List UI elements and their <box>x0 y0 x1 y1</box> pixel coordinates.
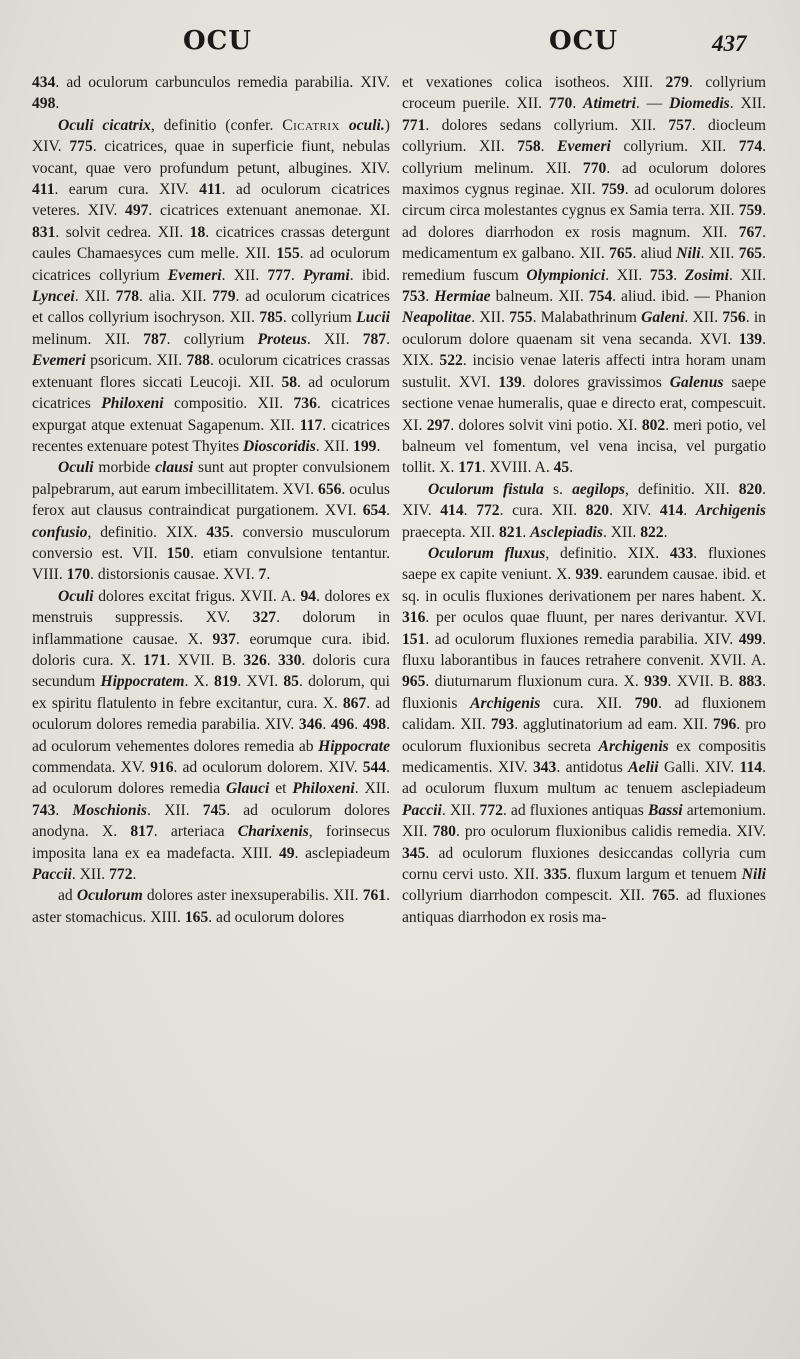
entry-text: . ad oculorum dolores anodyna. X. <box>32 801 390 841</box>
entry-text: . ad oculorum dolores <box>208 908 345 926</box>
entry-text: . <box>55 801 73 819</box>
italic-term: Neapolitae <box>402 309 472 327</box>
volume-page-ref: 139 <box>498 373 522 391</box>
entry-text: . XII. <box>221 266 268 284</box>
volume-page-ref: 498 <box>362 716 387 734</box>
volume-page-ref: 7 <box>258 566 267 584</box>
volume-page-ref: 796 <box>712 716 737 734</box>
entry-text: . cicatrices crassas detergunt caules Chamaesyces cum melle. XII. <box>32 223 390 263</box>
entry-text: . XIV. <box>609 502 660 520</box>
entry-text: . XII. <box>147 801 203 819</box>
italic-term: Evemeri <box>32 352 86 370</box>
italic-term: Paccii <box>32 866 72 884</box>
italic-term: Oculi <box>58 459 94 477</box>
index-entry <box>32 457 390 585</box>
italic-term: Charixenis <box>237 823 309 841</box>
italic-term: Oculi <box>58 587 94 605</box>
entry-text: artemonium. XII. <box>402 801 766 841</box>
volume-page-ref: 759 <box>738 202 763 220</box>
entry-text: psoricum. XII. <box>85 352 187 370</box>
volume-page-ref: 937 <box>212 630 236 648</box>
volume-page-ref: 18 <box>189 223 206 241</box>
volume-page-ref: 171 <box>143 651 167 669</box>
entry-text: . cicatrices, quae in superficie fiunt, nebulas vocant, quae vero profundum petunt, albugines. XIV. <box>32 138 390 177</box>
entry-text: . fluxiones saepe ex capite veniunt. X. <box>402 544 766 584</box>
entry-text: . remedium fuscum <box>402 245 766 284</box>
volume-page-ref: 787 <box>362 330 387 348</box>
volume-page-ref: 411 <box>199 181 222 199</box>
volume-page-ref: 820 <box>585 502 610 520</box>
volume-page-ref: 297 <box>426 416 451 434</box>
entry-text: . dolores gravissimos <box>521 373 670 391</box>
entry-text: . doloris cura secundum <box>32 651 390 691</box>
volume-page-ref: 522 <box>439 352 463 370</box>
entry-text: . collyrium <box>166 330 258 348</box>
entry-text <box>340 117 349 134</box>
entry-text: . <box>266 651 278 669</box>
entry-text: . fluxum largum et tenuem <box>567 866 742 884</box>
volume-page-ref: 414 <box>440 502 464 520</box>
italic-term: Nili <box>676 245 701 263</box>
entry-text: . in oculorum dolore quaenam sit vena secanda. XVI. <box>402 309 766 348</box>
volume-page-ref: 772 <box>109 866 133 884</box>
italic-term: Nili <box>741 866 766 884</box>
entry-text: . ad oculorum cicatrices <box>32 373 390 413</box>
entry-text: melinum. XII. <box>32 330 144 348</box>
volume-page-ref: 335 <box>543 866 568 884</box>
volume-page-ref: 758 <box>517 138 541 156</box>
italic-term: Philoxeni <box>101 395 164 413</box>
entry-text: . ad oculorum fluxiones desiccandas collyria cum cornu cervi usto. XII. <box>402 844 766 884</box>
volume-page-ref: 171 <box>458 459 482 477</box>
volume-page-ref: 114 <box>739 759 763 776</box>
entry-text: . XIV. <box>402 480 767 520</box>
entry-text: , definitio. XIX. <box>87 523 207 541</box>
volume-page-ref: 820 <box>738 480 763 498</box>
entry-text: . XII. <box>306 330 363 348</box>
entry-text: . cicatrices extenuant anemonae. XI. <box>148 202 390 220</box>
entry-text: . ad fluxiones antiquas diarrhodon ex rosis ma- <box>402 887 766 926</box>
volume-page-ref: 831 <box>32 223 56 241</box>
entry-text: saepe sectione venae humeralis, quae e directo erat, compescuit. XI. <box>402 373 766 434</box>
volume-page-ref: 346 <box>298 716 323 734</box>
entry-text: . ibid. <box>349 266 391 284</box>
volume-page-ref: 779 <box>212 288 236 306</box>
entry-text: et <box>269 780 293 798</box>
volume-page-ref: 435 <box>206 523 230 541</box>
volume-page-ref: 165 <box>184 908 209 926</box>
volume-page-ref: 765 <box>651 887 676 905</box>
volume-page-ref: 753 <box>402 288 426 306</box>
italic-term: Bassi <box>647 801 683 819</box>
volume-page-ref: 771 <box>402 116 426 134</box>
volume-page-ref: 770 <box>582 159 607 177</box>
entry-text: . <box>290 266 303 284</box>
italic-term: Lyncei <box>32 288 75 306</box>
entry-text: . XVI. <box>237 673 284 691</box>
index-entry <box>32 885 390 928</box>
entry-text: . XII. <box>728 266 767 284</box>
volume-page-ref: 755 <box>509 309 533 327</box>
entry-text: compositio. XII. <box>163 395 294 413</box>
volume-page-ref: 965 <box>402 673 426 691</box>
entry-text: . <box>386 330 390 348</box>
italic-term: Evemeri <box>167 266 222 284</box>
volume-page-ref: 170 <box>66 566 91 584</box>
volume-page-ref: 793 <box>490 716 515 734</box>
entry-text: . cura. XII. <box>499 502 586 520</box>
volume-page-ref: 85 <box>283 673 299 691</box>
entry-text: . eorumque cura. ibid. doloris cura. X. <box>32 630 390 669</box>
volume-page-ref: 49 <box>278 844 295 862</box>
italic-term: Philoxeni <box>292 780 355 798</box>
italic-term: Oculorum <box>76 887 143 905</box>
italic-term: Archigenis <box>695 502 766 520</box>
entry-text: . <box>386 502 390 520</box>
italic-term: Archigenis <box>470 694 541 712</box>
entry-text: . diocleum collyrium. XII. <box>402 116 766 156</box>
italic-term: Oculi cicatrix <box>58 116 151 134</box>
volume-page-ref: 754 <box>588 288 613 306</box>
volume-page-ref: 745 <box>202 801 227 819</box>
entry-text: . XII. <box>315 437 354 455</box>
volume-page-ref: 434 <box>32 74 56 91</box>
entry-text: . XII. <box>441 801 480 819</box>
italic-term: Diomedis <box>669 95 730 113</box>
volume-page-ref: 343 <box>532 759 557 776</box>
entry-text: . incisio venae lateris affecti intra horam unam sustulit. XVI. <box>402 352 766 391</box>
cross-reference: Cicatrix <box>282 116 340 134</box>
volume-page-ref: 785 <box>259 309 283 327</box>
index-entry <box>32 586 390 886</box>
left-column <box>32 72 390 928</box>
entry-text: . cicatrices recentes extenuare potest Thyites <box>32 416 390 455</box>
entry-text: ad <box>58 887 77 905</box>
entry-text: . ad oculorum dolores circum circa molestantes cygnus ex Samia terra. XII. <box>402 181 766 220</box>
entry-text: . ad dolores diarrhodon ex rosis magnum. XII. <box>402 202 766 241</box>
entry-text: . solvit cedrea. XII. <box>55 223 190 241</box>
entry-text: . XII. <box>471 309 510 327</box>
volume-page-ref: 326 <box>243 651 267 669</box>
index-entry <box>402 72 766 479</box>
italic-term: Atimetri <box>583 95 636 113</box>
italic-term: Lucii <box>356 309 390 327</box>
entry-text: commendata. XV. <box>32 759 151 776</box>
entry-text: . XII. <box>700 245 739 263</box>
volume-page-ref: 316 <box>402 609 426 627</box>
entry-text: . ad oculorum fluxum multum ac tenuem asclepiadeum <box>402 759 766 798</box>
italic-term: Paccii <box>402 801 442 819</box>
volume-page-ref: 757 <box>668 116 692 134</box>
volume-page-ref: 497 <box>125 202 149 220</box>
volume-page-ref: 939 <box>644 673 668 691</box>
entry-text: . dolores solvit vini potio. XI. <box>450 416 642 434</box>
entry-text: . XII. <box>729 95 766 113</box>
entry-text: . dolorum, qui ex spiritu flatulento in febre excitantur, cura. X. <box>32 673 390 712</box>
entry-text: . <box>673 266 685 284</box>
italic-term: Proteus <box>257 330 307 348</box>
italic-term: Hermiae <box>434 288 491 306</box>
italic-term: aegilops <box>572 480 625 498</box>
entry-text: . XII. <box>74 288 116 306</box>
entry-text: . dolores sedans collyrium. XII. <box>425 116 669 134</box>
entry-text: . <box>569 459 574 477</box>
entry-text: . ad oculorum dolores maximos cygnus reginae. XII. <box>402 159 766 199</box>
entry-text: . XIX. <box>402 330 766 370</box>
entry-text: . XII. <box>354 780 390 798</box>
entry-text: . pro oculorum fluxionibus secreta <box>402 716 766 755</box>
entry-text: . aliud. ibid. — Phanion <box>612 288 767 306</box>
volume-page-ref: 780 <box>432 823 456 841</box>
volume-page-ref: 544 <box>362 759 387 776</box>
page-number: 437 <box>712 31 747 56</box>
entry-text: . ad oculorum cicatrices veteres. XIV. <box>32 181 390 220</box>
entry-text: . ad oculorum cicatrices collyrium <box>32 245 390 284</box>
right-column <box>402 72 766 928</box>
italic-term: Dioscoridis <box>243 437 316 455</box>
entry-text: . earum cura. XIV. <box>54 181 200 199</box>
entry-text: collyrium. XII. <box>610 138 739 156</box>
entry-text: . collyrium <box>282 309 357 327</box>
volume-page-ref: 822 <box>640 523 664 541</box>
index-entry <box>32 72 390 115</box>
italic-term: Pyrami <box>302 266 350 284</box>
entry-text: . <box>663 523 668 541</box>
index-entry <box>402 479 766 543</box>
entry-text: . pro oculorum fluxionibus calidis remedia. XIV. <box>455 823 766 841</box>
index-entry <box>32 115 390 458</box>
volume-page-ref: 345 <box>402 844 426 862</box>
entry-text: balneum. XII. <box>490 288 589 306</box>
volume-page-ref: 199 <box>353 437 377 455</box>
italic-term: Hippocrate <box>318 737 390 755</box>
volume-page-ref: 736 <box>293 395 317 413</box>
italic-term: clausi <box>155 459 194 477</box>
entry-text: . collyrium croceum puerile. XII. <box>402 74 766 113</box>
volume-page-ref: 414 <box>659 502 684 520</box>
italic-term: Archigenis <box>598 737 669 755</box>
italic-term: Glauci <box>226 780 270 798</box>
volume-page-ref: 770 <box>548 95 573 113</box>
entry-text: dolores excitat frigus. XVII. A. <box>93 587 301 605</box>
index-entry <box>402 543 766 928</box>
entry-text: . <box>354 716 363 734</box>
entry-text: . XVII. B. <box>166 651 244 669</box>
entry-text: . <box>572 95 584 113</box>
volume-page-ref: 765 <box>738 245 763 263</box>
entry-text: . etiam convulsione tentantur. VIII. <box>32 544 390 584</box>
volume-page-ref: 151 <box>402 630 426 648</box>
volume-page-ref: 327 <box>252 609 277 627</box>
entry-text: . XVII. B. <box>667 673 739 691</box>
entry-text: , definitio. XII. <box>624 480 739 498</box>
volume-page-ref: 817 <box>130 823 154 841</box>
italic-term: Hippocratem <box>100 673 185 691</box>
entry-text: . <box>683 502 696 520</box>
entry-text: . arteriaca <box>153 823 238 841</box>
volume-page-ref: 775 <box>69 138 93 156</box>
volume-page-ref: 756 <box>722 309 746 327</box>
volume-page-ref: 45 <box>553 459 570 477</box>
entry-text: . asclepiadeum <box>294 844 390 862</box>
volume-page-ref: 411 <box>32 181 55 199</box>
italic-term: oculi. <box>348 116 385 134</box>
volume-page-ref: 117 <box>299 416 323 434</box>
entry-text: . dolores ex menstruis suppressis. XV. <box>32 587 390 627</box>
entry-text: praecepta. XII. <box>402 523 499 541</box>
volume-page-ref: 774 <box>738 138 763 156</box>
volume-page-ref: 778 <box>115 288 140 306</box>
entry-text: . meri potio, vel balneum vel fomentum, vel vena incisa, vel purgatio tollit. X. <box>402 416 766 477</box>
entry-text: . cicatrices expurgat atque extenuat Sagapenum. XII. <box>32 395 390 434</box>
entry-text: collyrium diarrhodon compescit. XII. <box>402 887 652 905</box>
entry-text: . agglutinatorium ad eam. XII. <box>514 716 713 734</box>
volume-page-ref: 765 <box>609 245 633 263</box>
volume-page-ref: 939 <box>575 566 599 584</box>
entry-text: Galli. XIV. <box>658 759 740 776</box>
italic-term: Zosimi <box>684 266 729 284</box>
volume-page-ref: 94 <box>300 587 317 605</box>
volume-page-ref: 654 <box>362 502 387 520</box>
italic-term: Galeni <box>641 309 685 327</box>
volume-page-ref: 883 <box>738 673 763 691</box>
entry-text: . <box>266 566 271 584</box>
entry-text: . XII. <box>71 866 110 884</box>
volume-page-ref: 155 <box>276 245 300 263</box>
volume-page-ref: 772 <box>479 801 503 819</box>
entry-text: . <box>522 523 531 541</box>
entry-text: . XII. <box>684 309 723 327</box>
entry-text: . ad oculorum dolores remedia parabilia. XIV. <box>32 694 390 734</box>
entry-text: . dolorum in inflammatione causae. X. <box>32 609 390 648</box>
entry-text: . <box>425 288 435 306</box>
entry-text: . ad fluxionem calidam. XII. <box>402 694 766 734</box>
entry-text: sunt aut propter convulsionem palpebrarum, aut earum imbecillitatem. XVI. <box>32 459 391 498</box>
entry-text: . ad oculorum vehementes dolores remedia ab <box>32 716 390 755</box>
entry-text: . earundem causae. ibid. et sq. in oculis fluxiones derivationem per nares habent. X. <box>402 566 766 605</box>
entry-text: . Malabathrinum <box>532 309 642 327</box>
volume-page-ref: 916 <box>150 759 174 776</box>
entry-text: . distorsionis causae. XVI. <box>90 566 259 584</box>
volume-page-ref: 790 <box>634 694 658 712</box>
volume-page-ref: 496 <box>330 716 355 734</box>
entry-text: . ad oculorum carbunculos remedia parabilia. XIV. <box>55 74 390 91</box>
left-running-headword: OCU <box>183 26 253 56</box>
volume-page-ref: 787 <box>143 330 167 348</box>
italic-term: confusio <box>32 523 88 541</box>
entry-text: , forinsecus imposita lana ex ea madefacta. XIII. <box>32 823 391 862</box>
entry-text: . <box>55 95 60 113</box>
entry-text: ) XIV. <box>32 116 390 156</box>
entry-text: . ad oculorum cicatrices et callos collyrium isochryson. XII. <box>32 288 390 327</box>
entry-text: . alia. XII. <box>139 288 213 306</box>
volume-page-ref: 433 <box>669 544 694 562</box>
entry-text: . collyrium melinum. XII. <box>402 138 767 177</box>
entry-text: . fluxionis <box>402 673 766 712</box>
volume-page-ref: 767 <box>738 223 763 241</box>
entry-text: . <box>376 437 381 455</box>
entry-text: , definitio. XIX. <box>545 544 670 562</box>
entry-text: . <box>463 502 477 520</box>
entry-text: . conversio musculorum conversio est. VII. <box>32 523 390 562</box>
running-header <box>0 22 800 62</box>
italic-term: Oculorum fluxus <box>428 544 546 562</box>
entry-text: . XVIII. A. <box>481 459 554 477</box>
volume-page-ref: 139 <box>738 330 763 348</box>
entry-text: . ad oculorum dolorem. XIV. <box>173 759 363 776</box>
right-running-headword: OCU <box>549 26 619 56</box>
entry-text: . XII. <box>602 523 641 541</box>
entry-text: et vexationes colica isotheos. XIII. <box>402 74 666 91</box>
volume-page-ref: 788 <box>186 352 210 370</box>
italic-term: Moschionis <box>72 801 147 819</box>
volume-page-ref: 499 <box>738 630 763 648</box>
entry-text: . medicamentum ex galbano. XII. <box>402 223 766 263</box>
entry-text: . <box>322 716 331 734</box>
italic-term: Galenus <box>669 373 724 391</box>
entry-text: dolores aster inexsuperabilis. XII. <box>142 887 363 905</box>
volume-page-ref: 761 <box>362 887 387 905</box>
entry-text: . oculus ferox aut clausus contraindicat purgationem. XVI. <box>32 480 390 520</box>
volume-page-ref: 821 <box>498 523 523 541</box>
entry-text: . oculorum cicatrices crassas extenuant flores siccati Leucoji. XII. <box>32 352 390 391</box>
volume-page-ref: 58 <box>281 373 298 391</box>
entry-text: . — <box>635 95 670 113</box>
entry-text: cura. XII. <box>540 694 635 712</box>
volume-page-ref: 777 <box>267 266 291 284</box>
italic-term: Aelii <box>628 759 659 776</box>
volume-page-ref: 279 <box>665 74 689 91</box>
entry-text: . ad fluxiones antiquas <box>502 801 648 819</box>
entry-text: . ad oculorum dolores remedia <box>32 759 391 798</box>
volume-page-ref: 150 <box>166 544 191 562</box>
volume-page-ref: 743 <box>32 801 56 819</box>
volume-page-ref: 867 <box>342 694 367 712</box>
volume-page-ref: 819 <box>214 673 238 691</box>
entry-text: . antidotus <box>556 759 629 776</box>
volume-page-ref: 802 <box>641 416 666 434</box>
entry-text: . diuturnarum fluxionum cura. X. <box>425 673 645 691</box>
entry-text: . XII. <box>605 266 650 284</box>
volume-page-ref: 753 <box>649 266 674 284</box>
volume-page-ref: 330 <box>277 651 302 669</box>
volume-page-ref: 656 <box>318 480 342 498</box>
entry-text: . X. <box>184 673 215 691</box>
entry-text: . ad oculorum fluxiones remedia parabilia. XIV. <box>425 630 739 648</box>
italic-term: Olympionici <box>526 266 606 284</box>
italic-term: Oculorum fistula <box>428 480 544 498</box>
entry-text: . per oculos quae fluunt, per nares derivantur. XVI. <box>425 609 766 627</box>
italic-term: Asclepiadis <box>530 523 603 541</box>
entry-text: . fluxu laborantibus in fauces retrahere convenit. XVII. A. <box>402 630 766 669</box>
entry-text: . aster stomachicus. XIII. <box>32 887 390 926</box>
entry-text: . aliud <box>632 245 677 263</box>
volume-page-ref: 759 <box>601 181 625 199</box>
entry-text: morbide <box>93 459 156 477</box>
entry-text: s. <box>543 480 573 498</box>
entry-text: . <box>132 866 137 884</box>
entry-text: . <box>540 138 558 156</box>
volume-page-ref: 772 <box>476 502 500 520</box>
italic-term: Evemeri <box>557 138 611 156</box>
volume-page-ref: 498 <box>32 95 56 113</box>
entry-text: ex compositis medicamentis. XIV. <box>402 737 766 776</box>
entry-text: , definitio (confer. <box>150 116 283 134</box>
